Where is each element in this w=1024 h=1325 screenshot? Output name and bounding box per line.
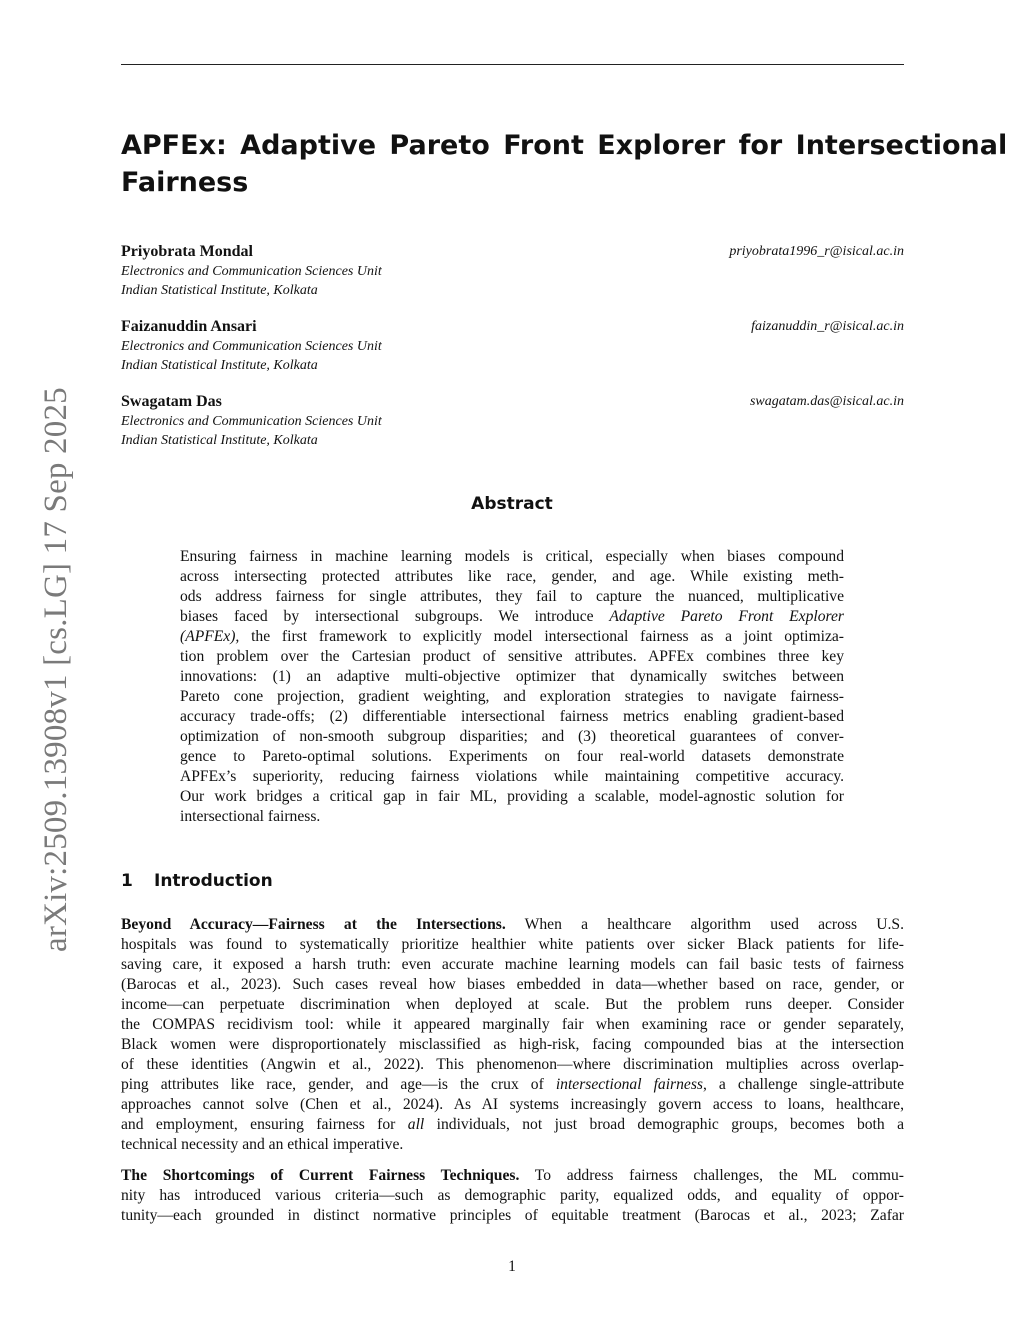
author-name: Faizanuddin Ansari [121, 318, 257, 335]
author-email[interactable]: priyobrata1996_r@isical.ac.in [729, 244, 904, 259]
paper-title [121, 127, 1008, 201]
top-rule [121, 64, 904, 65]
paragraph-line: the COMPAS recidivism tool: while it appeared marginally fair when examining race or gender separately, [121, 1016, 904, 1033]
page-number: 1 [508, 1258, 516, 1275]
author-affiliation-unit: Electronics and Communication Sciences Unit [121, 414, 382, 429]
paragraph-line [121, 1075, 904, 1095]
abstract-line: tion problem over the Cartesian product of sensitive attributes. APFEx combines three key [180, 648, 844, 665]
abstract-line: Ensuring fairness in machine learning models is critical, especially when biases compound [180, 548, 844, 565]
author-block [121, 317, 904, 375]
abstract-line: across intersecting protected attributes like race, gender, and age. While existing meth- [180, 568, 844, 585]
paragraph-line: technical necessity and an ethical imperative. [121, 1136, 404, 1153]
paragraph-text: ping attributes like race, gender, and age—is the crux of [121, 1076, 556, 1093]
author-affiliation-unit: Electronics and Communication Sciences Unit [121, 339, 382, 354]
paragraph-line: hospitals was found to systematically prioritize healthier white patients over sicker Black patients for life- [121, 936, 904, 953]
abstract-line [180, 607, 844, 627]
abstract-body [180, 547, 844, 827]
paragraph-line [121, 1115, 904, 1135]
abstract-line: Our work bridges a critical gap in fair ML, providing a scalable, model-agnostic solution for [180, 788, 844, 805]
author-affiliation-institute: Indian Statistical Institute, Kolkata [121, 358, 318, 373]
paragraph-line: income—can perpetuate discrimination when deployed at scale. But the problem runs deeper. Consider [121, 996, 904, 1013]
method-acronym-emphasis: (APFEx), [180, 628, 240, 645]
paragraph-text: When a healthcare algorithm used across U.S. [505, 916, 904, 933]
abstract-line: gence to Pareto-optimal solutions. Experiments on four real-world datasets demonstrate [180, 748, 844, 765]
term-emphasis: intersectional fairness [555, 1076, 703, 1093]
author-block [121, 242, 904, 300]
title-line-2: Fairness [121, 167, 249, 198]
body-paragraph [121, 915, 904, 1155]
paragraph-line: nity has introduced various criteria—such as demographic parity, equalized odds, and equality of oppor- [121, 1187, 904, 1204]
abstract-line: APFEx’s superiority, reducing fairness violations while maintaining competitive accuracy. [180, 768, 844, 785]
paragraph-line: approaches cannot solve (Chen et al., 2024). As AI systems increasingly govern access to loans, healthcare, [121, 1096, 904, 1113]
abstract-line: optimization of non-smooth subgroup disparities; and (3) theoretical guarantees of conver- [180, 728, 844, 745]
paragraph-line: of these identities (Angwin et al., 2022). This phenomenon—where discrimination multiplies across overlap- [121, 1056, 904, 1073]
paragraph-text: To address fairness challenges, the ML commu- [519, 1167, 904, 1184]
paragraph-run-in-heading: Beyond Accuracy—Fairness at the Intersections. [121, 916, 506, 933]
method-name-emphasis: Adaptive Pareto Front Explorer [609, 608, 845, 625]
section-number: 1 [121, 871, 133, 891]
paragraph-line: (Barocas et al., 2023). Such cases reveal how biases embedded in data—whether based on race, gender, or [121, 976, 904, 993]
author-name: Priyobrata Mondal [121, 243, 253, 260]
body-paragraph [121, 1166, 904, 1226]
abstract-line: accuracy trade-offs; (2) differentiable intersectional fairness metrics enabling gradient-based [180, 708, 844, 725]
paragraph-line: saving care, it exposed a harsh truth: even accurate machine learning models can fail basic tests of fairness [121, 956, 904, 973]
section-heading-introduction [121, 871, 273, 891]
paragraph-line [121, 1166, 904, 1186]
title-line-1: APFEx: Adaptive Pareto Front Explorer for Intersectional [121, 130, 1008, 161]
arxiv-identifier-stamp[interactable]: arXiv:2509.13908v1 [cs.LG] 17 Sep 2025 [38, 387, 74, 952]
abstract-line: intersectional fairness. [180, 808, 321, 825]
abstract-heading: Abstract [471, 494, 553, 514]
paragraph-text: and employment, ensuring fairness for [121, 1116, 408, 1133]
paragraph-line [121, 915, 904, 935]
paragraph-line: Black women were disproportionately misclassified as high-risk, facing compounded bias at the intersection [121, 1036, 904, 1053]
abstract-line: Pareto cone projection, gradient weighting, and exploration strategies to navigate fairness- [180, 688, 844, 705]
word-emphasis: all [407, 1116, 425, 1133]
author-block [121, 392, 904, 450]
paragraph-run-in-heading: The Shortcomings of Current Fairness Techniques. [121, 1167, 520, 1184]
paragraph-text: individuals, not just broad demographic groups, becomes both a [424, 1116, 904, 1133]
author-affiliation-unit: Electronics and Communication Sciences Unit [121, 264, 382, 279]
paragraph-text: , a challenge single-attribute [702, 1076, 905, 1093]
author-email[interactable]: faizanuddin_r@isical.ac.in [751, 319, 904, 334]
paragraph-line: tunity—each grounded in distinct normative principles of equitable treatment (Barocas et al., 2023; Zafar [121, 1207, 904, 1224]
abstract-line: innovations: (1) an adaptive multi-objective optimizer that dynamically switches between [180, 668, 844, 685]
abstract-line: ods address fairness for single attributes, they fail to capture the nuanced, multiplicative [180, 588, 844, 605]
author-name: Swagatam Das [121, 393, 222, 410]
abstract-text: the first framework to explicitly model intersectional fairness as a joint optimiza- [239, 628, 844, 645]
author-email[interactable]: swagatam.das@isical.ac.in [749, 394, 904, 409]
abstract-text: biases faced by intersectional subgroups. We introduce [180, 608, 610, 625]
section-title: Introduction [154, 871, 273, 891]
abstract-line [180, 627, 844, 647]
author-affiliation-institute: Indian Statistical Institute, Kolkata [121, 433, 318, 448]
author-affiliation-institute: Indian Statistical Institute, Kolkata [121, 283, 318, 298]
